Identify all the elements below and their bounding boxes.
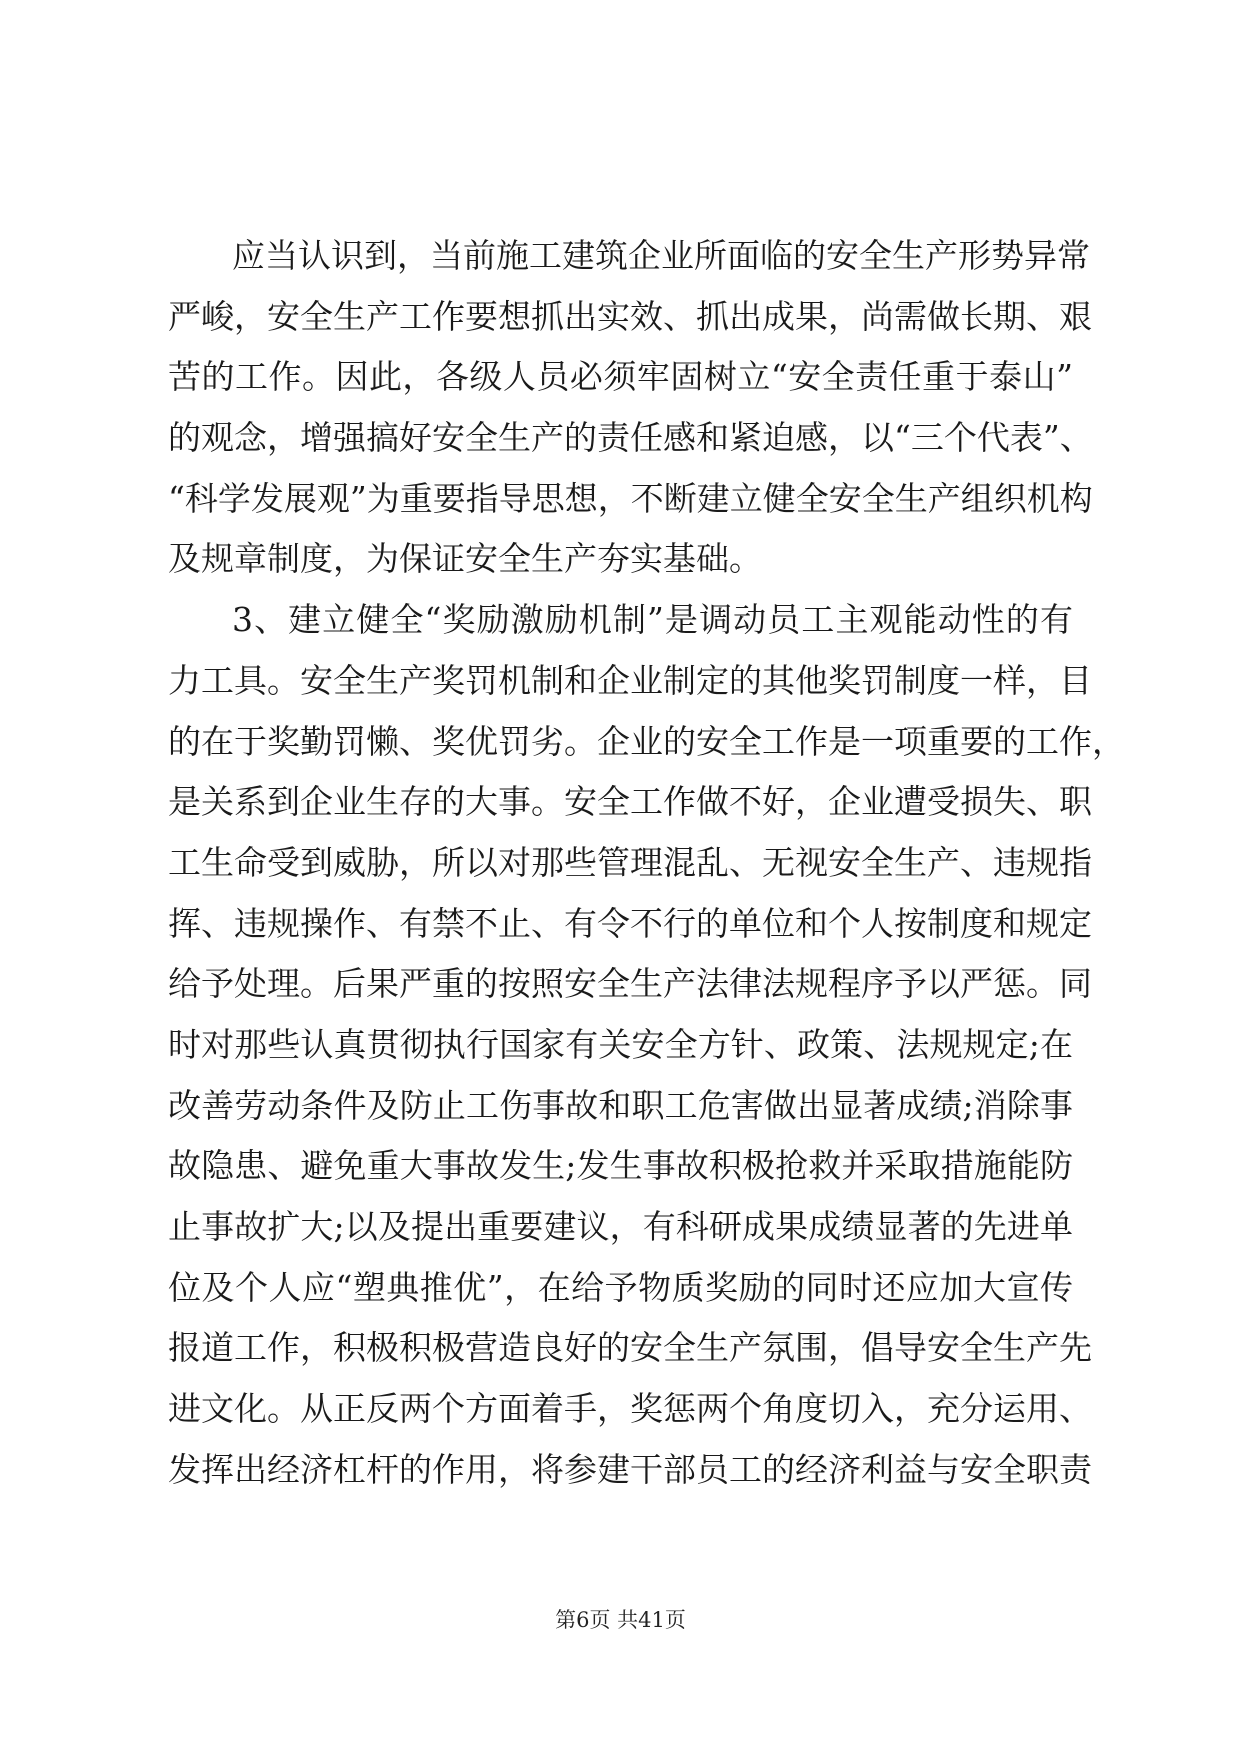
text-line: 改善劳动条件及防止工伤事故和职工危害做出显著成绩;消除事 (168, 1085, 1073, 1125)
text-line: 应当认识到，当前施工建筑企业所面临的安全生产形势异常 (232, 236, 1090, 275)
paragraph-1 (168, 226, 1093, 590)
text-line: 3、建立健全“奖励激励机制”是调动员工主观能动性的有 (232, 600, 1073, 640)
text-line: 挥、违规操作、有禁不止、有令不行的单位和个人按制度和规定 (168, 903, 1092, 943)
text-line: 位及个人应“塑典推优”，在给予物质奖励的同时还应加大宣传 (168, 1267, 1073, 1307)
text-line: 是关系到企业生存的大事。安全工作做不好，企业遭受损失、职 (168, 782, 1092, 822)
text-line: 及规章制度，为保证安全生产夯实基础。 (168, 539, 762, 579)
text-line: 严峻，安全生产工作要想抓出实效、抓出成果，尚需做长期、艰 (168, 296, 1092, 336)
page-number-footer: 第6页 共41页 (555, 1608, 686, 1632)
text-line: 苦的工作。因此，各级人员必须牢固树立“安全责任重于泰山” (168, 357, 1073, 397)
text-line: 的在于奖勤罚懒、奖优罚劣。企业的安全工作是一项重要的工作， (168, 721, 1125, 761)
text-line: 报道工作，积极积极营造良好的安全生产氛围，倡导安全生产先 (168, 1328, 1092, 1368)
text-line: “科学发展观”为重要指导思想，不断建立健全安全生产组织机构 (168, 478, 1093, 518)
document-body (168, 226, 1125, 1500)
text-line: 止事故扩大;以及提出重要建议，有科研成果成绩显著的先进单 (168, 1207, 1073, 1246)
text-line: 进文化。从正反两个方面着手，奖惩两个角度切入，充分运用、 (168, 1389, 1092, 1429)
paragraph-2 (168, 590, 1125, 1500)
text-line: 故隐患、避免重大事故发生;发生事故积极抢救并采取措施能防 (168, 1146, 1073, 1186)
text-line: 的观念，增强搞好安全生产的责任感和紧迫感，以“三个代表”、 (168, 418, 1093, 458)
text-line: 时对那些认真贯彻执行国家有关安全方针、政策、法规规定;在 (168, 1024, 1073, 1064)
text-line: 发挥出经济杠杆的作用，将参建干部员工的经济利益与安全职责 (168, 1449, 1092, 1489)
text-line: 工生命受到威胁，所以对那些管理混乱、无视安全生产、违规指 (168, 842, 1092, 882)
text-line: 给予处理。后果严重的按照安全生产法律法规程序予以严惩。同 (168, 964, 1092, 1004)
text-line: 力工具。安全生产奖罚机制和企业制定的其他奖罚制度一样，目 (168, 660, 1092, 700)
